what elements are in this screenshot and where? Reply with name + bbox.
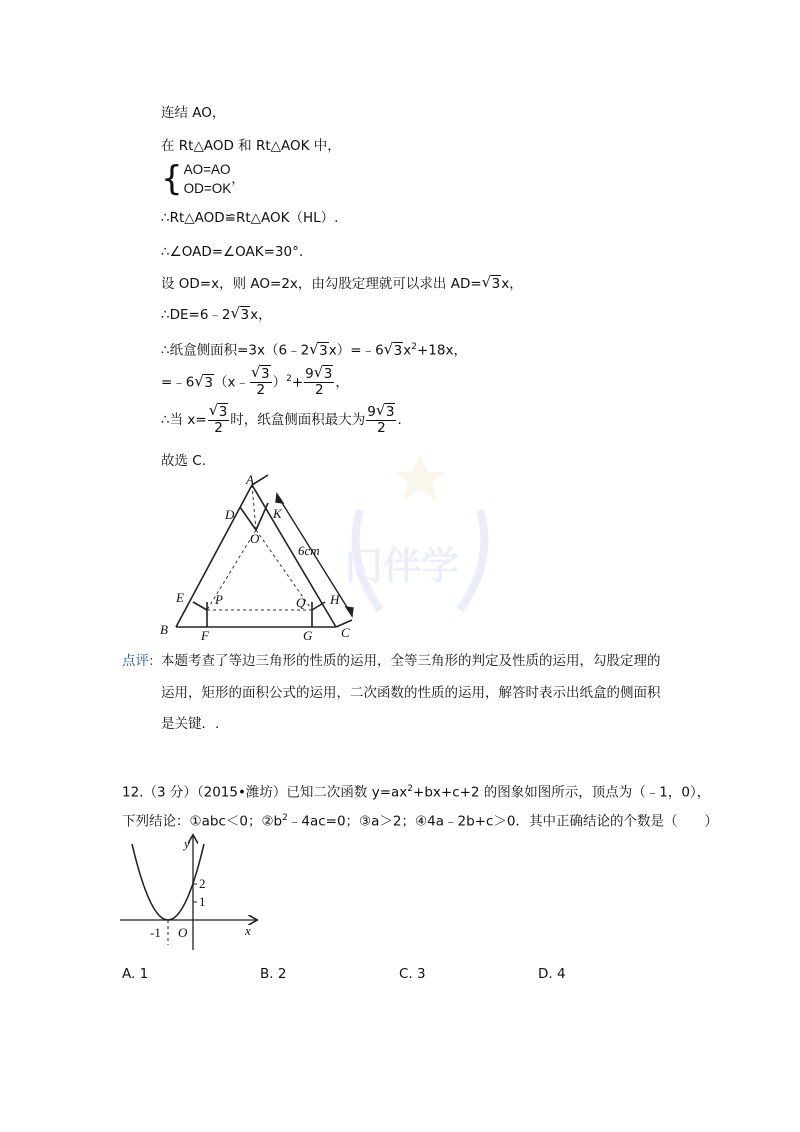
fraction: √ 3 2	[251, 363, 270, 398]
text: ∴当 x=	[161, 412, 207, 428]
sol-line-10	[161, 400, 402, 436]
tick-label-1: 1	[199, 894, 206, 909]
denominator: 2	[256, 382, 266, 398]
label-c: C	[341, 625, 350, 640]
fraction: 9 √ 3 2	[367, 400, 395, 436]
text: +	[291, 374, 304, 391]
text: x，	[250, 307, 272, 323]
comment-line-1: 本题考查了等边三角形的性质的运用，全等三角形的判定及性质的运用，勾股定理的	[161, 653, 661, 669]
sqrt: √ 3	[194, 371, 213, 391]
radicand: 3	[319, 342, 328, 359]
label-p: P	[215, 592, 223, 607]
exponent: 2	[286, 374, 292, 384]
text: ）	[272, 374, 287, 391]
radicand: 3	[218, 403, 228, 420]
radicand: 3	[491, 276, 501, 292]
origin-label: O	[178, 925, 188, 940]
radicand: 3	[261, 366, 270, 382]
sol-line-9	[161, 363, 349, 399]
arrow-head-down	[346, 607, 353, 616]
sol-line-2: 在 Rt△AOD 和 Rt△AOK 中，	[161, 138, 341, 154]
sqrt: √ 3	[481, 273, 501, 292]
label-e: E	[176, 590, 184, 605]
triangle-figure	[150, 470, 370, 645]
text: +18x，	[416, 342, 467, 359]
label-o: O	[250, 531, 260, 546]
text: x）=﹣6	[328, 342, 384, 359]
text: 设 OD=x，则 AO=2x，由勾股定理就可以求出 AD=	[161, 276, 482, 292]
comment-line-2: 运用，矩形的面积公式的运用，二次函数的性质的运用，解答时表示出纸盒的侧面积	[161, 685, 661, 701]
exponent: 2	[411, 342, 417, 352]
parabola-graph	[115, 830, 265, 955]
sol-line-5: ∴∠OAD=∠OAK=30°.	[161, 244, 304, 260]
text: .	[397, 412, 402, 428]
denominator: 2	[314, 382, 324, 398]
sqrt: √ 3	[309, 339, 328, 359]
sol-line-1: 连结 AO，	[161, 105, 226, 121]
side-ac	[252, 485, 336, 627]
system-eq-1: AO=AO	[183, 162, 231, 177]
line-ep	[193, 602, 207, 610]
text: 时，纸盒侧面积最大为	[230, 412, 366, 428]
option-d[interactable]: D. 4	[538, 966, 566, 982]
label-f: F	[201, 628, 209, 643]
radicand: 3	[385, 403, 395, 420]
tick-label-2: 2	[199, 876, 206, 891]
text: 12.（3 分）（2015•潍坊）已知二次函数 y=ax	[122, 784, 408, 801]
y-label: y	[184, 836, 190, 851]
sol-line-6	[161, 275, 523, 293]
label-k: K	[273, 506, 282, 521]
label-a: A	[246, 472, 254, 487]
line-ko	[256, 503, 268, 530]
exponent: 2	[282, 813, 288, 823]
sol-line-11: 故选 C.	[161, 453, 207, 469]
sol-line-8	[161, 338, 467, 360]
comment-label	[122, 652, 154, 670]
tick-a	[252, 475, 268, 485]
text: ∴纸盒侧面积=3x（6﹣2	[161, 342, 310, 359]
neg1-label: -1	[150, 925, 161, 940]
text: +bx+c+2 的图象如图所示，顶点为（﹣1，0），	[413, 784, 711, 801]
label-d: D	[225, 507, 235, 522]
label-q: Q	[296, 595, 306, 610]
coefficient: 9	[305, 366, 314, 382]
system-equations	[184, 160, 232, 198]
arrow-head-up	[276, 494, 283, 503]
left-brace: {	[161, 159, 183, 199]
text: 下列结论：①abc＜0；②b	[122, 813, 283, 830]
label-g: G	[303, 628, 313, 643]
option-a[interactable]: A. 1	[122, 966, 149, 982]
denominator: 2	[214, 419, 223, 436]
x-label: x	[245, 923, 251, 938]
label-b: B	[160, 622, 168, 637]
watermark-text: 门伴学	[345, 544, 460, 588]
fraction: 9 √ 3 2	[305, 363, 333, 398]
system-eq-2: OD=OK	[183, 181, 232, 196]
comment-line-3: 是关键．.	[161, 716, 220, 732]
text: （x﹣	[214, 374, 249, 391]
sol-system	[161, 160, 245, 198]
line-do	[240, 507, 256, 530]
text: ﹣4ac=0；③a＞2；④4a﹣2b+c＞0．其中正确结论的个数是（ ）	[287, 813, 718, 830]
exponent: 2	[407, 784, 414, 794]
text: x，	[501, 276, 523, 292]
text: ，	[335, 374, 349, 391]
label-h: H	[330, 592, 340, 607]
system-end: ，	[231, 171, 245, 187]
radicand: 3	[393, 342, 403, 359]
text: =﹣6	[161, 374, 195, 391]
fraction: √ 3 2	[208, 400, 228, 436]
sol-line-4: ∴Rt△AOD≌Rt△AOK（HL）.	[161, 210, 339, 226]
q12-line-2	[122, 809, 718, 831]
text: x	[403, 342, 412, 359]
radicand: 3	[204, 374, 213, 391]
comment-label-text: 点评:	[122, 653, 154, 669]
sqrt: √ 3	[230, 304, 250, 323]
option-b[interactable]: B. 2	[260, 966, 287, 982]
text: ∴DE=6﹣2	[161, 307, 231, 323]
coefficient: 9	[367, 403, 376, 420]
radicand: 3	[240, 307, 250, 323]
q12-line-1	[122, 780, 710, 802]
option-c[interactable]: C. 3	[399, 966, 426, 982]
label-6cm: 6cm	[298, 543, 320, 558]
sqrt: √ 3	[383, 339, 403, 359]
radicand: 3	[323, 366, 333, 382]
denominator: 2	[377, 419, 386, 436]
sol-line-7	[161, 306, 272, 324]
